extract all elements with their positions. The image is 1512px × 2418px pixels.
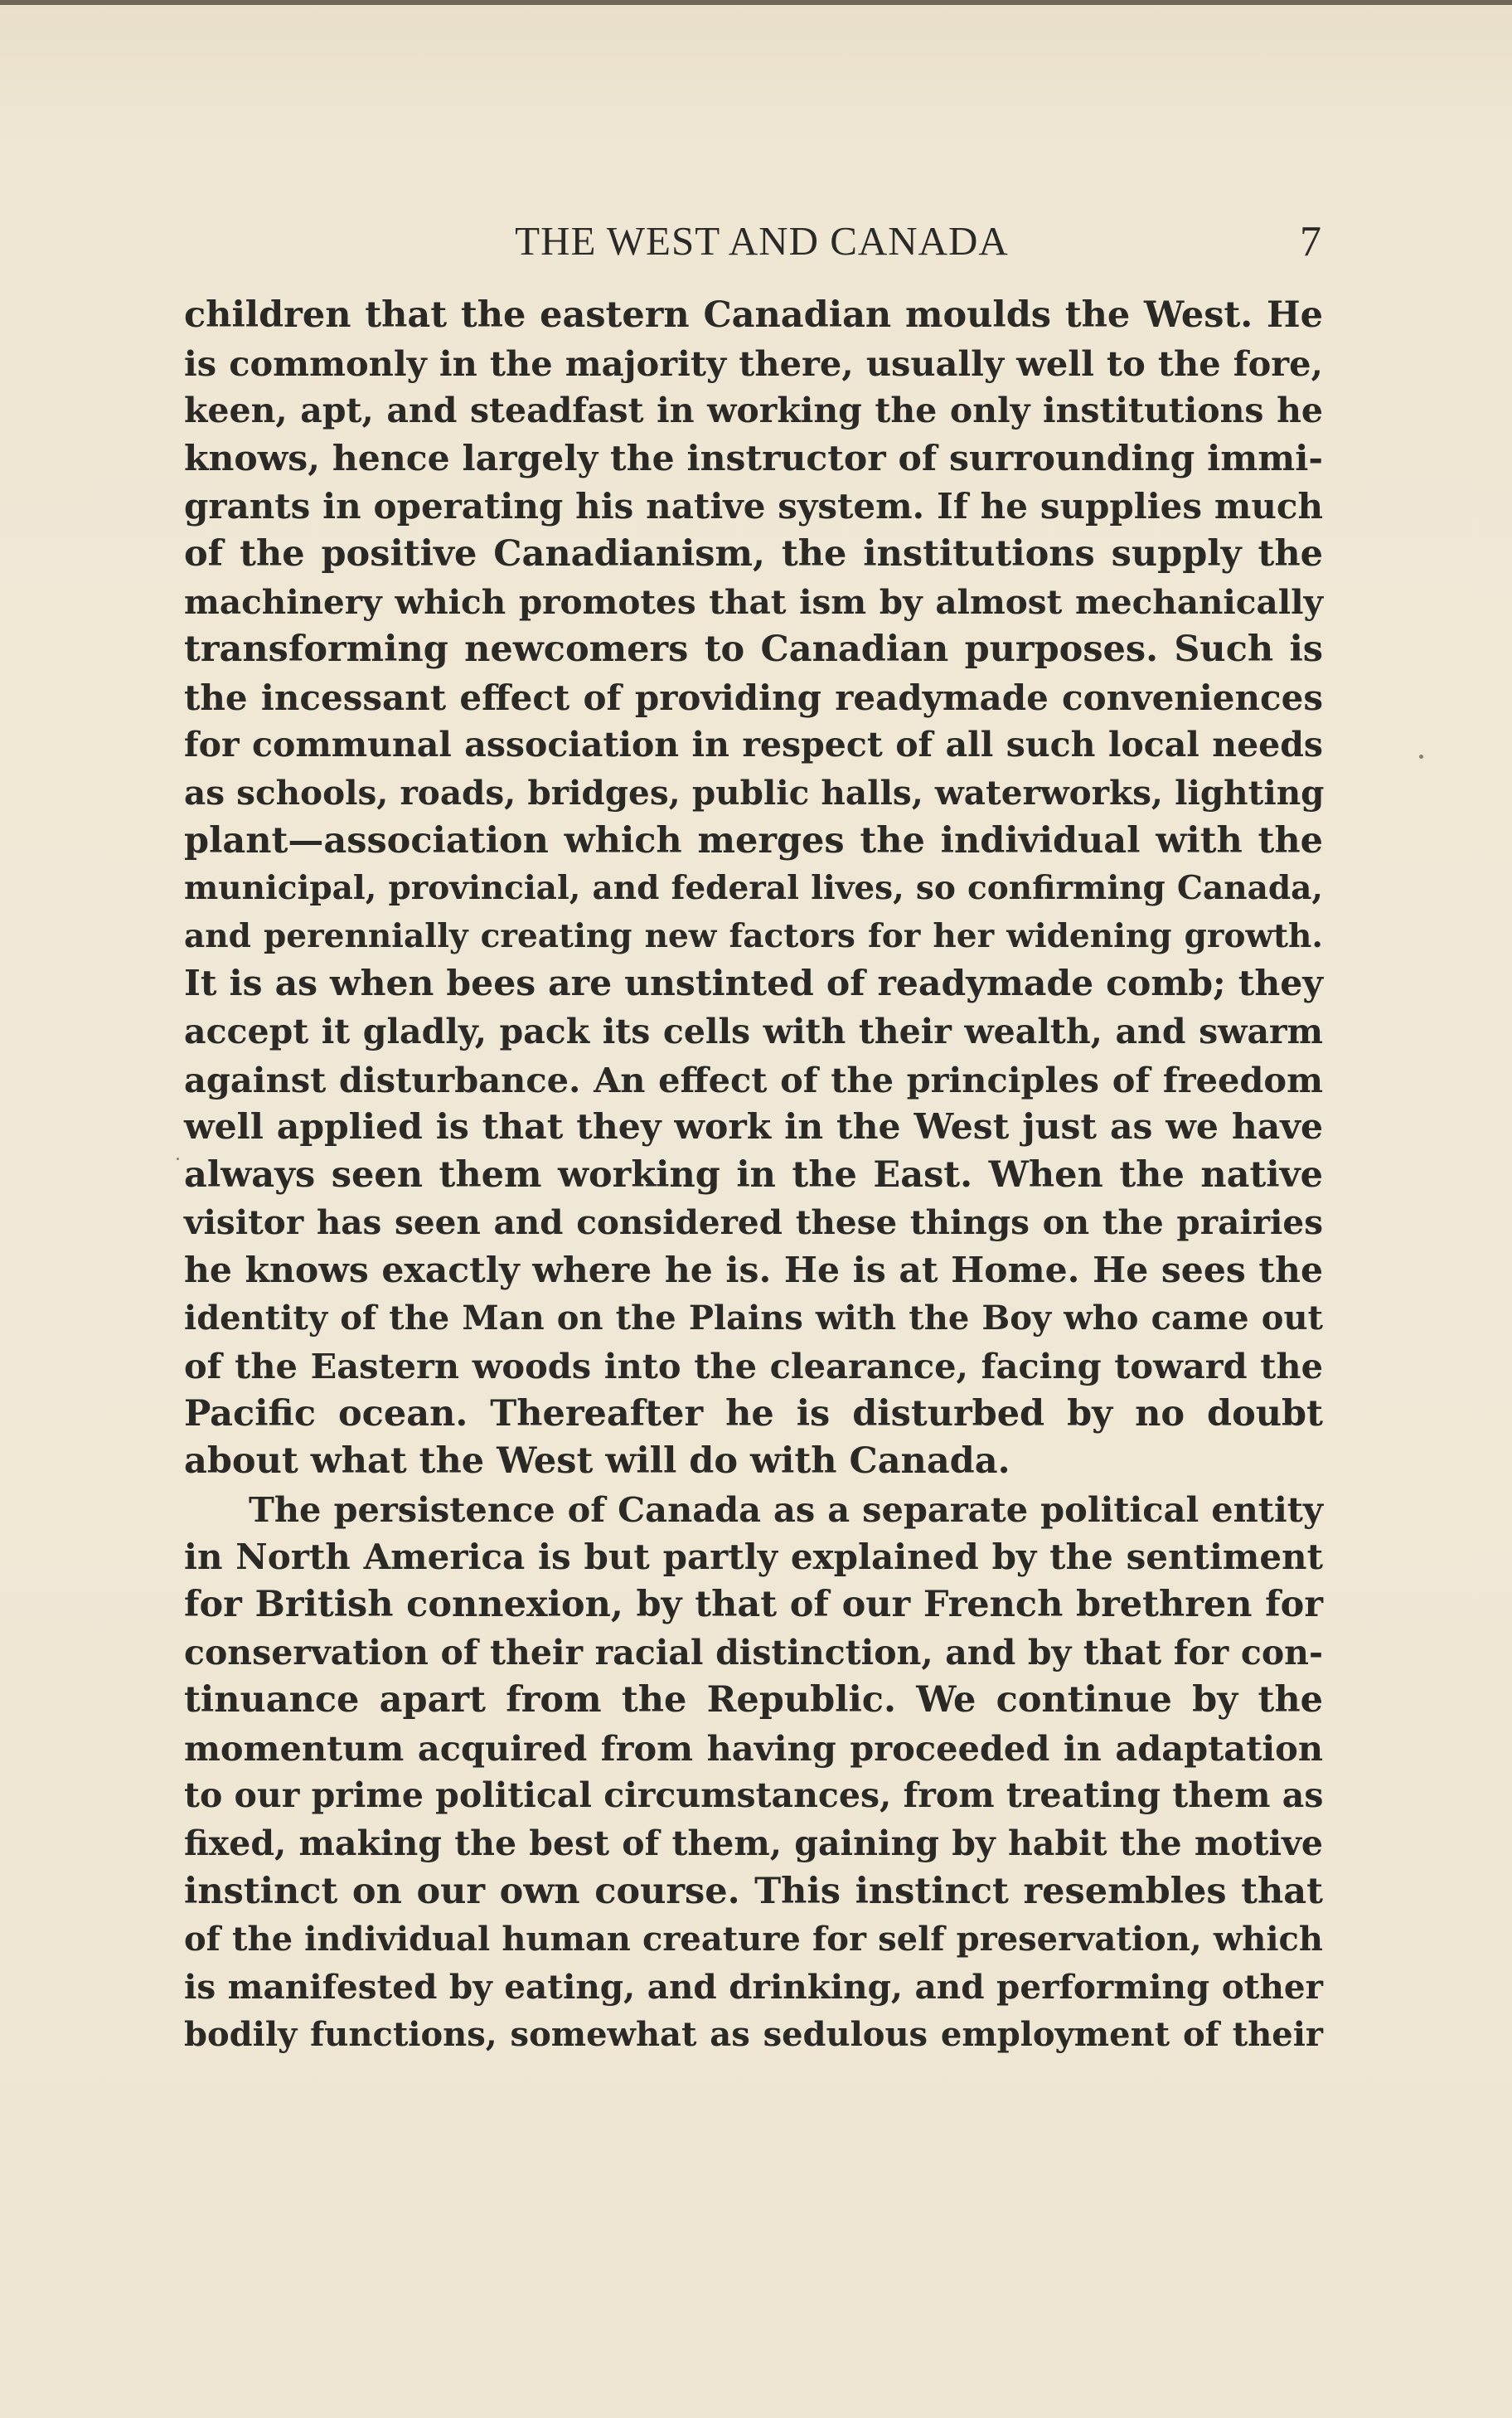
text-line: bodily functions, somewhat as sedulous employment of their — [184, 2015, 1323, 2055]
text-line: always seen them working in the East. When the native — [184, 1153, 1323, 1196]
text-line: of the positive Canadianism, the institutions supply the — [184, 532, 1323, 575]
text-line: visitor has seen and considered these things on the prairies — [184, 1202, 1323, 1243]
text-line: and perennially creating new factors for her widening growth. — [184, 916, 1323, 955]
text-line: plant—association which merges the individual with the — [184, 819, 1323, 862]
text-line: as schools, roads, bridges, public halls, waterworks, lighting — [184, 772, 1325, 813]
text-line: he knows exactly where he is. He is at Home. He sees the — [184, 1249, 1323, 1291]
text-line: in North America is but partly explained by the sentiment — [184, 1537, 1323, 1578]
text-line: conservation of their racial distinction, and by that for con- — [184, 1632, 1323, 1673]
text-line: transforming newcomers to Canadian purposes. Such is — [184, 629, 1323, 671]
text-line: is commonly in the majority there, usually well to the fore, — [184, 342, 1323, 384]
page-top-edge — [0, 0, 1512, 5]
text-line: municipal, provincial, and federal lives, so confirming Canada, — [184, 869, 1323, 908]
text-line: instinct on our own course. This instinct resembles that — [184, 1870, 1323, 1912]
paper-speck — [177, 1158, 179, 1160]
text-line: grants in operating his native system. If he supplies much — [184, 486, 1323, 527]
paragraph — [184, 292, 1323, 1486]
text-line: identity of the Man on the Plains with the Boy who came out — [184, 1299, 1323, 1338]
text-line: Pacific ocean. Thereafter he is disturbed by no doubt — [184, 1392, 1323, 1435]
text-line: tinuance apart from the Republic. We continue by the — [184, 1679, 1323, 1721]
text-line: against disturbance. An effect of the principles of freedom — [184, 1059, 1323, 1100]
body-text — [184, 292, 1323, 2059]
text-line: for British connexion, by that of our French brethren for — [184, 1584, 1323, 1626]
running-head — [186, 217, 1321, 275]
paper-speck — [1419, 755, 1423, 759]
text-line: to our prime political circumstances, from treating them as — [184, 1775, 1324, 1816]
text-line: It is as when bees are unstinted of readymade comb; they — [184, 963, 1323, 1005]
text-line: of the individual human creature for self preservation, which — [184, 1920, 1323, 1959]
text-line: accept it gladly, pack its cells with their wealth, and swarm — [184, 1011, 1323, 1051]
running-title: THE WEST AND CANADA — [515, 218, 1009, 264]
paragraph — [184, 1486, 1323, 2059]
text-line: momentum acquired from having proceeded in adaptation — [184, 1727, 1323, 1769]
text-line: keen, apt, and steadfast in working the only institutions he — [184, 391, 1323, 431]
text-line: well applied is that they work in the West just as we have — [184, 1106, 1323, 1148]
text-line: is manifested by eating, and drinking, and performing other — [184, 1966, 1323, 2007]
page-number: 7 — [1300, 218, 1321, 265]
text-line: about what the West will do with Canada. — [184, 1440, 1010, 1483]
text-line: knows, hence largely the instructor of surrounding immi- — [184, 437, 1323, 479]
text-line: fixed, making the best of them, gaining by habit the motive — [184, 1823, 1323, 1863]
text-line: machinery which promotes that ism by almost mechanically — [184, 581, 1323, 622]
text-line: of the Eastern woods into the clearance, facing toward the — [184, 1346, 1323, 1387]
text-line: The persistence of Canada as a separate political entity — [249, 1488, 1323, 1530]
text-line: for communal association in respect of all such local needs — [184, 725, 1323, 765]
text-line: children that the eastern Canadian moulds the West. He — [184, 294, 1323, 336]
text-line: the incessant effect of providing readymade conveniences — [184, 677, 1323, 718]
